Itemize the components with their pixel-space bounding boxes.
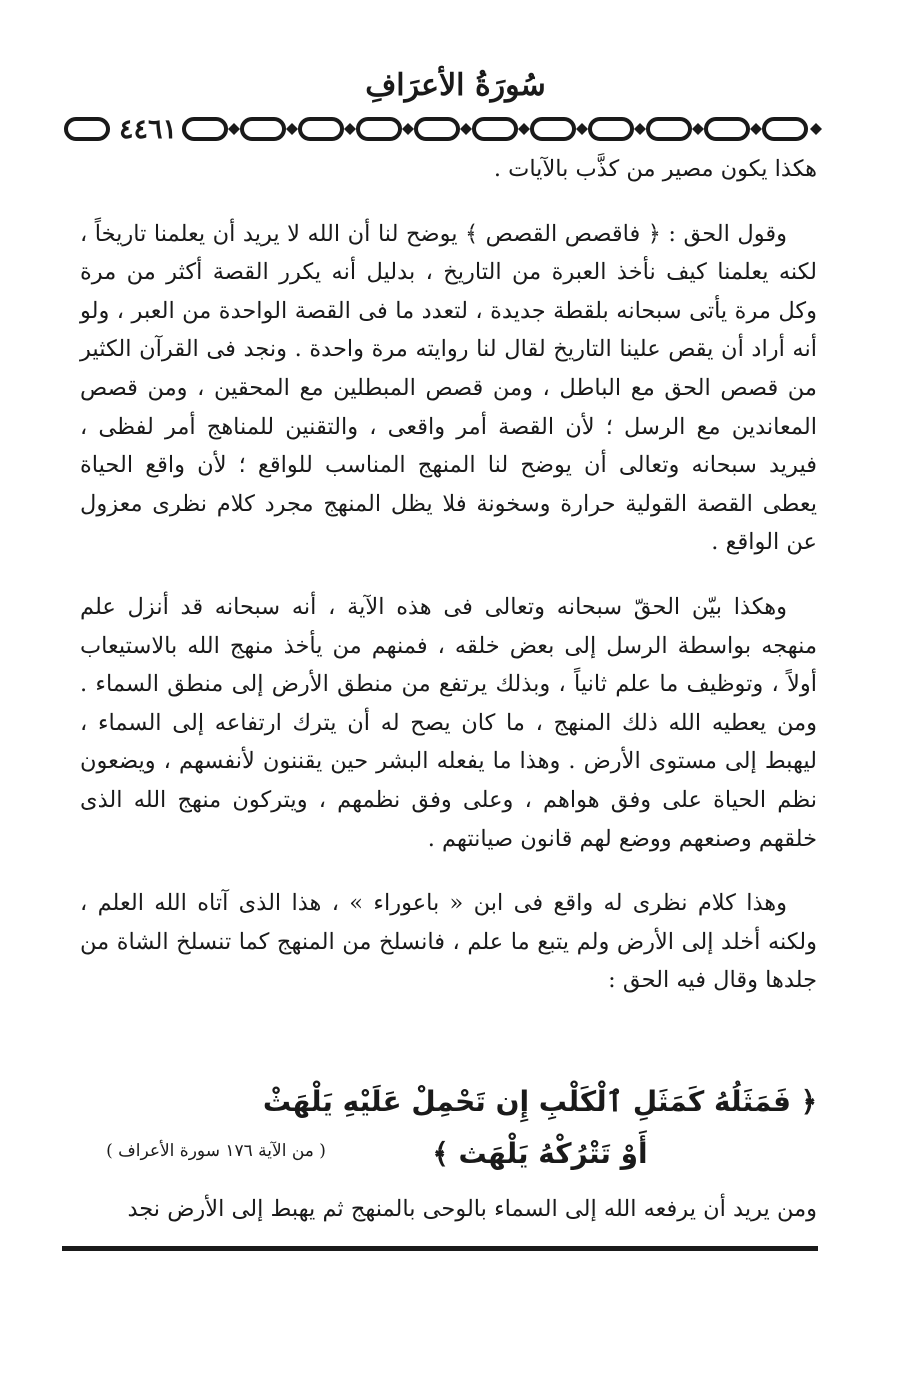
body-text [80,150,817,1026]
paragraph: وهذا كلام نظرى له واقع فى ابن « باعوراء » ، هذا الذى آتاه الله العلم ، ولكنه أخلد إلى الأرض ولم يتبع ما علم ، فانسلخ من المنهج كما تنسلخ الشاة من جلدها وقال فيه الحق : [80,890,817,994]
paragraph: وقول الحق : ﴿ فاقصص القصص ﴾ يوضح لنا أن الله لا يريد أن يعلمنا تاريخاً ، لكنه يعلمنا كيف نأخذ العبرة من التاريخ ، بدليل أنه يكرر القصة أكثر من مرة وكل مرة يأتى سبحانه بلقطة جديدة ، لتعدد ما فى القصة الواحدة من العبر ، ولو أنه أراد أن يقص علينا التاريخ لقال لنا روايته مرة واحدة . ونجد فى القرآن الكثير من قصص الحق مع الباطل ، ومن قصص المبطلين مع المحقين ، ومن قصص المعاندين مع الرسل ؛ لأن القصة أمر واقعى ، والتقنين للمناهج أمر لفظى ، فيريد سبحانه وتعالى أن يوضح لنا المنهج المناسب للواقع ؛ لأن واقع الحياة يعطى القصة القولية حرارة وسخونة فلا يظل المنهج مجرد كلام نظرى معزول عن الواقع . [80,220,817,556]
surah-title: سُورَةُ الأعرَافِ [365,68,546,103]
paragraph: وهكذا بيّن الحقّ سبحانه وتعالى فى هذه الآية ، أنه سبحانه قد أنزل علم منهجه بواسطة الرسل إلى بعض خلقه ، فمنهم من يأخذ منهج الله بالاستيعاب أولاً ، وتوظيف ما علم ثانياً ، وبذلك يرتفع من منطق الأرض إلى منطق السماء . ومن يعطيه الله ذلك المنهج ، ما كان يصح له أن يترك ارتفاعه إلى السماء ، ليهبط إلى مستوى الأرض . وهذا ما يفعله البشر حين يقننون لأنفسهم ، ويضعون نظم الحياة على وفق هواهم ، وعلى وفق نظمهم ، ويتركون منهج الله الذى خلقهم وصنعهم ووضع لهم قانون صيانتهم . [80,593,817,852]
verse-citation: ( من الآية ١٧٦ سورة الأعراف ) [106,1141,326,1161]
quranic-verse: ﴿ فَمَثَلُهُ كَمَثَلِ ٱلْكَلْبِ إِن تَحْمِلْ عَلَيْهِ يَلْهَثْ أَوْ تَتْرُكْهُ يَلْهَث ﴾ [262,1085,818,1170]
page-number: ٤٤٦١ [118,108,178,152]
footer-divider [62,1246,818,1251]
paragraph: ومن يريد أن يرفعه الله إلى السماء بالوحى بالمنهج ثم يهبط إلى الأرض نجد [127,1196,817,1222]
paragraph: هكذا يكون مصير من كذَّب بالآيات . [493,156,817,182]
